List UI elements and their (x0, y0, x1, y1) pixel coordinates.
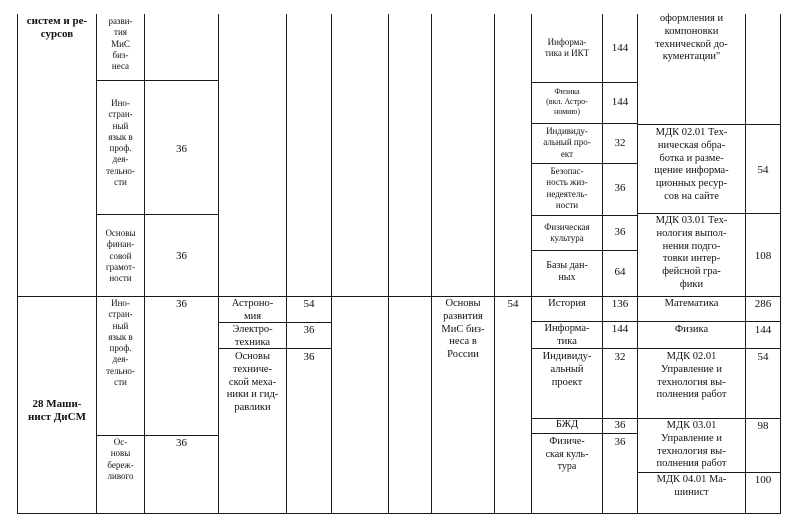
subject-hours: 144 (611, 323, 629, 335)
subject-hours: 64 (614, 266, 626, 278)
subject-hours: 286 (754, 298, 772, 310)
mdk-title: МДК 04.01 Ма- шинист (656, 474, 727, 498)
subject-hours: 136 (611, 298, 629, 310)
course-development-mis-business: разви- тия МиС биз- неса (108, 16, 133, 71)
subject-hours: 32 (614, 137, 626, 149)
course-foreign-language: Ино- стран- ный язык в проф. дея- тельно- сти (106, 98, 135, 187)
subject-name: Физика (674, 324, 709, 335)
subject-name: Математика (664, 298, 719, 309)
course-hours: 36 (303, 351, 315, 363)
subject-name: Физиче- ская куль- тура (545, 436, 589, 472)
mdk-title: МДК 03.01 Тех- нология выпол- нения подго- товки интер- фейсной гра- фики (655, 215, 728, 290)
mdk-hours: 54 (757, 164, 769, 176)
subject-hours: 36 (614, 182, 626, 194)
course-hours: 54 (507, 298, 519, 310)
subject-hours: 36 (614, 436, 626, 448)
subject-name: Индивиду- альный проект (542, 351, 592, 388)
subject-name: Безопас- ность жиз- недеятель- ности (546, 166, 588, 210)
course-lean-basics: Ос- новы береж- ливого (107, 437, 134, 481)
course-hours: 36 (176, 250, 187, 262)
course-name: Электро- техника (232, 324, 273, 348)
mdk-hours: 54 (757, 351, 769, 363)
mdk-hours: 108 (754, 250, 772, 262)
subject-hours: 144 (611, 42, 629, 54)
course-foreign-language: Ино- стран- ный язык в проф. дея- тельно- сти (106, 298, 135, 387)
subject-hours: 32 (614, 351, 626, 363)
subject-name: Физика (вкл. Астро- номию) (546, 87, 588, 116)
group-title-top: систем и ре- сурсов (26, 15, 88, 41)
course-hours: 36 (303, 324, 315, 336)
subject-hours: 144 (754, 324, 772, 336)
subject-hours: 144 (611, 96, 629, 108)
mdk-hours: 100 (754, 474, 772, 486)
course-financial-literacy: Основы финан- совой грамот- ности (105, 228, 136, 283)
mdk-hours: 98 (757, 420, 769, 432)
mdk-title: МДК 03.01 Управление и технология вы- полнения работ (656, 420, 727, 470)
course-name: Основы техниче- ской меха- ники и гид- равлики (226, 351, 279, 414)
subject-name: Информа- тика и ИКТ (544, 37, 590, 59)
course-hours: 36 (176, 143, 187, 155)
subject-name: Базы дан- ных (546, 260, 588, 284)
subject-name: История (548, 298, 586, 309)
mdk-title: МДК 02.01 Управление и технология вы- полнения работ (656, 351, 727, 401)
subject-hours: 36 (614, 226, 626, 238)
mdk-title: оформления и компоновки технической до- кументации" (655, 13, 728, 63)
group-title-bottom: 28 Маши- нист ДиСМ (28, 398, 86, 424)
subject-name: Информа- тика (544, 323, 590, 347)
course-hours: 54 (303, 298, 315, 310)
course-name: Астроно- мия (231, 298, 274, 322)
subject-name: Физическая культура (544, 222, 590, 244)
course-name: Основы развития МиС биз- неса в России (441, 298, 485, 361)
subject-name: БЖД (555, 419, 579, 430)
subject-hours: 36 (614, 419, 626, 431)
subject-name: Индивиду- альный про- ект (543, 126, 591, 159)
course-hours: 36 (176, 437, 187, 449)
course-hours: 36 (176, 298, 187, 310)
mdk-title: МДК 02.01 Тех- ническая обра- ботка и разме- щение информа- ционных ресур- сов на сайте (654, 127, 729, 202)
